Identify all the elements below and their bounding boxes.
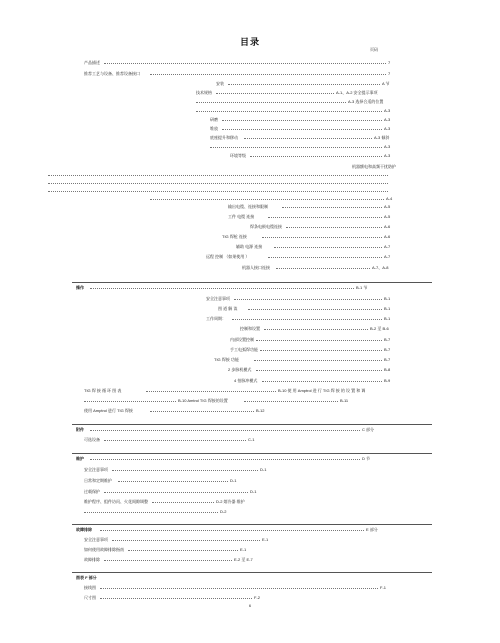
- toc-leader: [256, 337, 382, 341]
- toc-leader: [90, 456, 360, 460]
- toc-entry-label: 远程 控制 （如果使用 ）: [206, 254, 250, 259]
- toc-entry-label: 尺寸图: [84, 595, 96, 600]
- toc-leader: [248, 306, 382, 310]
- section-heading-page: E 部分: [366, 527, 378, 532]
- toc-entry-page: B-7: [384, 357, 391, 362]
- toc-leader: [262, 234, 382, 238]
- toc-entry-page: B-7: [384, 347, 391, 352]
- toc-leader: [210, 144, 382, 148]
- toc-entry-page: B-7: [384, 337, 391, 342]
- toc-entry-label: 工作周期：: [206, 316, 226, 321]
- toc-entry-label: TIG 焊接 功能: [214, 357, 239, 362]
- toc-entry-page: B-1: [384, 306, 391, 311]
- section-divider: [72, 572, 432, 573]
- toc-entry-label: 堆放: [210, 126, 218, 131]
- toc-entry-label: 过载保护: [84, 489, 100, 494]
- toc-entry-page: A-7: [384, 244, 391, 249]
- toc-entry-label: 工件 电缆 连接: [228, 214, 255, 219]
- toc-leader: [254, 357, 382, 361]
- toc-leader: [196, 108, 382, 112]
- section-heading-label: 图表 F 部分: [76, 575, 97, 580]
- toc-entry-label: 内部设置控制: [230, 337, 254, 342]
- toc-entry-page: 7: [388, 71, 391, 76]
- toc-leader: [286, 224, 382, 228]
- toc-entry-label: 日常和定期维护: [84, 478, 112, 483]
- toc-entry-page: D-1: [250, 489, 257, 494]
- toc-entry-page: A-4: [386, 196, 393, 201]
- toc-leader: [282, 204, 382, 208]
- toc-leader: [196, 99, 346, 103]
- toc-entry-page: A-7、A-8: [372, 265, 389, 270]
- toc-entry-label: 控制和设置: [240, 326, 260, 331]
- toc-entry-page: D-2 熔冷器 维护: [216, 499, 245, 504]
- section-divider: [72, 282, 432, 283]
- toc-entry-page: E-1: [240, 547, 247, 552]
- toc-entry-label: 安全注意事项: [84, 537, 108, 542]
- toc-entry-label: 2 步脉机模式: [228, 367, 252, 372]
- toc-leader: [90, 427, 360, 431]
- toc-leader: [268, 214, 382, 218]
- toc-leader: [250, 153, 382, 157]
- toc-leader: [48, 188, 388, 192]
- toc-leader: [150, 408, 254, 412]
- toc-leader: [150, 196, 384, 200]
- toc-entry-label: 机器人接口连接: [242, 265, 270, 270]
- toc-entry-page: A-3: [384, 153, 391, 158]
- toc-leader: [260, 347, 382, 351]
- toc-entry-label: 如何使用故障排除指南: [84, 547, 124, 552]
- section-heading-label: 附件: [76, 427, 84, 432]
- toc-leader: [100, 595, 252, 599]
- toc-leader: [104, 437, 246, 441]
- toc-entry-label: 研磨: [210, 117, 218, 122]
- toc-entry-page: D-1: [230, 478, 237, 483]
- toc-entry-label: 手工电弧焊功能: [230, 347, 258, 352]
- section-divider: [72, 424, 432, 425]
- toc-entry-label: 接线图: [84, 585, 96, 590]
- section-heading-label: 故障排除: [76, 527, 92, 532]
- toc-entry-page: A-5: [384, 204, 391, 209]
- toc-entry-label: 产品描述: [84, 60, 100, 65]
- toc-leader: [150, 71, 386, 75]
- toc-entry-page: F-2: [254, 595, 260, 600]
- toc-leader: [152, 499, 214, 503]
- toc-leader: [100, 585, 378, 589]
- toc-entry-page: E-1: [262, 537, 269, 542]
- toc-leader: [234, 296, 382, 300]
- toc-entry-page: B-1: [384, 296, 391, 301]
- toc-leader: [104, 60, 386, 64]
- toc-entry-label: 技术规格: [196, 90, 212, 95]
- toc-leader: [104, 489, 248, 493]
- toc-entry-label: 底座提升和移动: [210, 135, 238, 140]
- toc-leader: [256, 367, 382, 371]
- toc-leader: [146, 388, 276, 392]
- toc-entry-page: A-1、A-2 安全提示事项: [336, 90, 378, 95]
- toc-entry-label: 维护程序、组件访问、火花间隙调整: [84, 499, 148, 504]
- toc-entry-label: 辅助 电源 连接: [236, 244, 263, 249]
- toc-entry-page: A-3: [384, 108, 391, 113]
- section-heading-label: 操作: [76, 285, 84, 290]
- toc-entry-label: 可选设备: [84, 437, 100, 442]
- section-heading-label: 维护: [76, 456, 84, 461]
- toc-entry-page: A-7: [384, 254, 391, 259]
- toc-entry-label: 4 拍脉冲模式: [234, 378, 258, 383]
- toc-entry-label: TIG 焊枪 连接: [222, 234, 247, 239]
- toc-entry-page: 7: [388, 60, 391, 65]
- toc-entry-page: F-1: [380, 585, 386, 590]
- toc-leader: [268, 254, 382, 258]
- toc-entry-page: A 节: [382, 81, 390, 86]
- toc-entry-page: A-3 选择合适的位置: [348, 99, 384, 104]
- toc-entry-label: 安全注意事项: [206, 296, 230, 301]
- toc-entry-page: B-11: [340, 398, 349, 403]
- toc-leader: [244, 398, 338, 402]
- toc-leader: [128, 547, 238, 551]
- toc-entry-page: B-8: [384, 367, 391, 372]
- section-divider: [72, 453, 432, 454]
- toc-entry-label: 输出电缆、连接和限制: [228, 204, 268, 209]
- section-divider: [72, 524, 432, 525]
- toc-entry-label: 图 道 解 读: [218, 306, 238, 311]
- toc-leader: [112, 467, 258, 471]
- toc-leader: [84, 398, 176, 402]
- page-number: 6: [248, 603, 252, 608]
- page-title: 目录: [239, 37, 260, 47]
- toc-entry-page: A-3: [384, 117, 391, 122]
- toc-entry-label: 焊条电极电缆连接: [250, 224, 282, 229]
- toc-entry-page: B-1: [384, 316, 391, 321]
- toc-entry-page: D-2: [220, 509, 227, 514]
- toc-leader: [274, 244, 382, 248]
- toc-entry-label: 使用 Amptrol 进行 TIG 焊接: [84, 408, 133, 413]
- toc-leader: [104, 557, 232, 561]
- toc-leader: [262, 378, 382, 382]
- toc-entry-page: C-1: [248, 437, 255, 442]
- toc-leader: [276, 265, 370, 269]
- toc-leader: [100, 527, 364, 531]
- toc-entry-label: 推荐工艺与设备、推荐设备接口: [84, 71, 140, 76]
- toc-entry-page: A-3 倾斜: [374, 135, 390, 140]
- toc-leader: [222, 126, 382, 130]
- toc-leader: [216, 90, 334, 94]
- toc-entry-page: A-3: [384, 126, 391, 131]
- toc-entry-page: 机器额电和高频干扰防护: [352, 164, 396, 169]
- section-heading-page: B-1 节: [356, 285, 368, 290]
- toc-leader: [228, 81, 380, 85]
- toc-entry-page: D-1: [260, 467, 267, 472]
- section-heading-page: C 部分: [362, 427, 374, 432]
- toc-entry-page: A-6: [384, 234, 391, 239]
- toc-leader: [264, 326, 368, 330]
- toc-entry-label: 环境等级: [230, 153, 246, 158]
- section-heading-page: D 节: [362, 456, 370, 461]
- toc-leader: [244, 135, 372, 139]
- toc-leader: [118, 478, 228, 482]
- toc-entry-label: 安全注意事项: [84, 467, 108, 472]
- page-column-label: 页码: [370, 47, 378, 52]
- toc-entry-page: B-10 Amtrol TIG 焊接的设置: [178, 398, 228, 403]
- toc-entry-page: B-12: [256, 408, 265, 413]
- toc-leader: [84, 509, 218, 513]
- toc-leader: [48, 172, 388, 176]
- toc-leader: [112, 537, 260, 541]
- toc-entry-page: A-3: [384, 144, 391, 149]
- toc-entry-label: 故障排除: [84, 557, 100, 562]
- toc-entry-page: B-10 使 用 Amptrol 进 行 TIG 焊 接 的 设 置 和 调: [278, 388, 366, 393]
- toc-entry-page: A-5: [384, 214, 391, 219]
- toc-entry-page: A-6: [384, 224, 391, 229]
- toc-entry-label: TIG 焊 接 循 环 图 表: [84, 388, 122, 393]
- toc-entry-label: 安装: [216, 81, 224, 86]
- toc-entry-page: B-9: [384, 378, 391, 383]
- toc-leader: [232, 316, 382, 320]
- toc-entry-page: E-2 至 E-7: [234, 557, 253, 562]
- toc-leader: [222, 117, 382, 121]
- toc-leader: [90, 285, 354, 289]
- toc-entry-page: B-2 至 B-6: [370, 326, 389, 331]
- toc-leader: [48, 180, 388, 184]
